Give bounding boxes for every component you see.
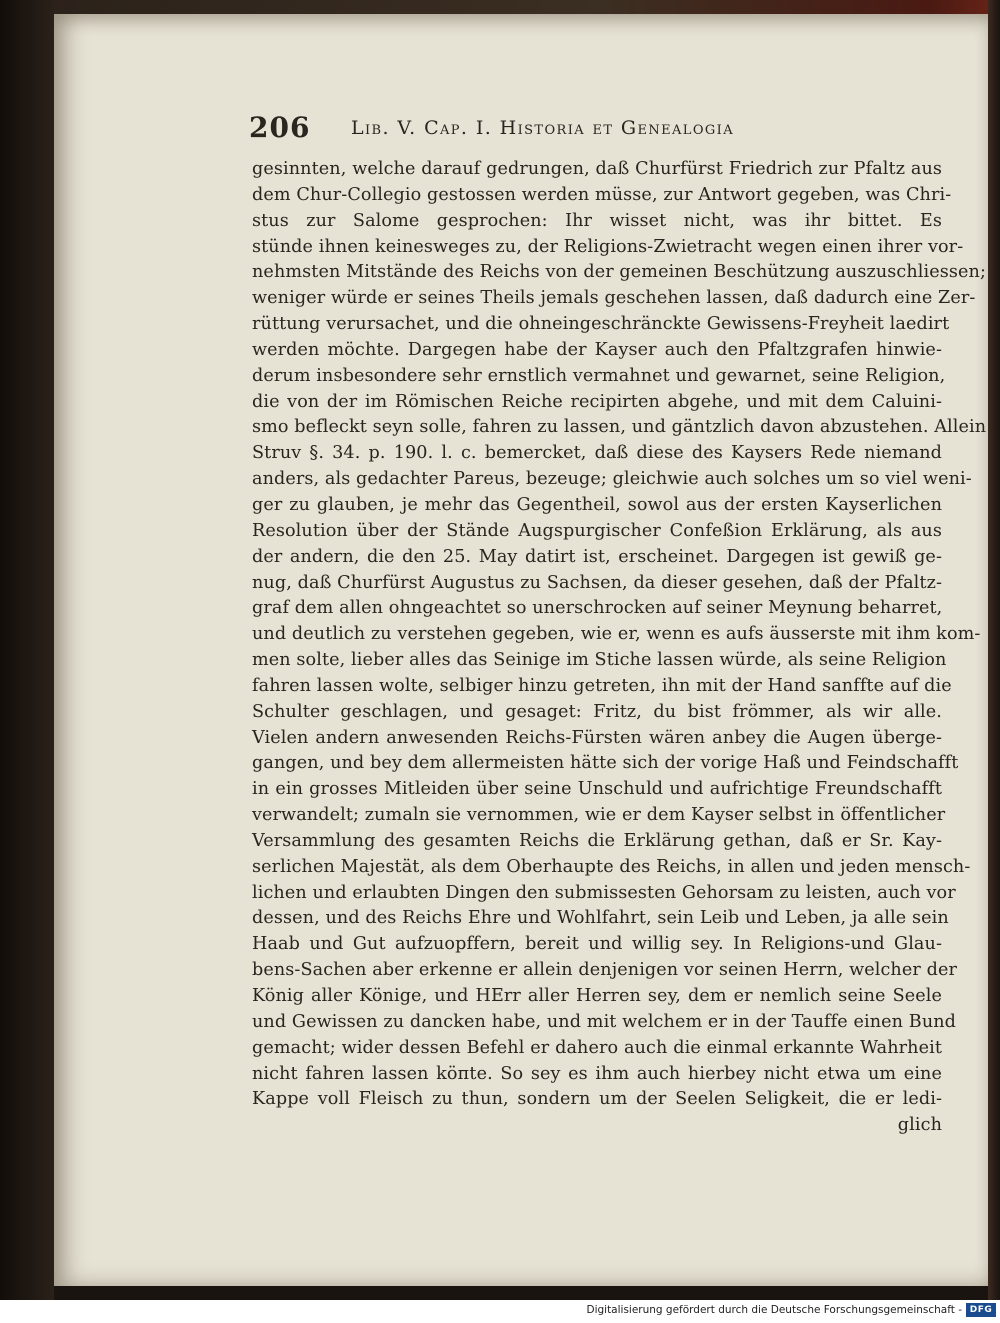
footer-strip	[0, 1300, 1000, 1323]
text-line: gemacht; wider dessen Befehl er dahero auch die einmal erkannte Wahrheit	[252, 1037, 942, 1058]
text-line: Versammlung des gesamten Reichs die Erklärung gethan, daß er Sr. Kay-	[252, 830, 942, 851]
text-line: bens-Sachen aber erkenne er allein denjenigen vor seinen Herrn, welcher der	[252, 960, 957, 981]
text-line: men solte, lieber alles das Seinige im Stiche lassen würde, als seine Religion	[252, 650, 947, 671]
text-line: stus zur Salome gesprochen: Ihr wisset nicht, was ihr bittet. Es	[252, 210, 942, 231]
text-line: Haab und Gut aufzuopffern, bereit und willig sey. In Religions-und Glau-	[252, 934, 942, 955]
text-line: dem Chur-Collegio gestossen werden müsse, zur Antwort gegeben, was Chri-	[252, 184, 952, 205]
text-line: König aller Könige, und HErr aller Herren sey, dem er nemlich seine Seele	[252, 986, 942, 1006]
text-line: in ein grosses Mitleiden über seine Unschuld und aufrichtige Freundschafft	[252, 779, 942, 800]
text-line: werden möchte. Dargegen habe der Kayser auch den Pfaltzgrafen hinwie-	[252, 339, 942, 360]
text-line: und deutlich zu verstehen gegeben, wie er, wenn es aufs äusserste mit ihm kom-	[252, 624, 981, 645]
text-line: lichen und erlaubten Dingen den submissesten Gehorsam zu leisten, auch vor	[252, 882, 956, 903]
scan-right-edge	[988, 0, 1000, 1300]
text-line: nehmsten Mitstände des Reichs von der gemeinen Beschützung auszuschliessen;	[252, 262, 986, 283]
text-line: weniger würde er seines Theils jemals geschehen lassen, daß dadurch eine Zer-	[252, 288, 976, 309]
text-line: stünde ihnen keinesweges zu, der Religions-Zwietracht wegen einen ihrer vor-	[252, 236, 964, 257]
body-text	[252, 157, 987, 1139]
text-line: Schulter geschlagen, und gesaget: Fritz, du bist frömmer, als wir alle.	[252, 701, 942, 722]
text-line: rüttung verursachet, und die ohneingeschränckte Gewissens-Freyheit laedirt	[252, 314, 950, 335]
text-line: Resolution über der Stände Augspurgischer Confeßion Erklärung, als aus	[252, 520, 942, 541]
text-line: nicht fahren lassen köпte. So sey es ihm auch hierbey nicht etwa um eine	[252, 1063, 942, 1084]
running-head: Lib. V. Cap. I. Historia et Genealogia	[351, 117, 735, 139]
text-line: nug, daß Churfürst Augustus zu Sachsen, da dieser gesehen, daß der Pfaltz-	[252, 572, 942, 593]
page-header	[249, 111, 849, 147]
text-line: serlichen Majestät, als dem Oberhaupte des Reichs, in allen und jeden mensch-	[252, 856, 971, 877]
scan-left-edge	[0, 0, 54, 1300]
text-line: Kappe voll Fleisch zu thun, sondern um der Seelen Seligkeit, die er ledi-	[252, 1089, 942, 1110]
text-line: Struv §. 34. p. 190. l. c. bemercket, daß diese des Kaysers Rede niemand	[252, 443, 942, 464]
text-line: dessen, und des Reichs Ehre und Wohlfahrt, sein Leib und Leben, ja alle sein	[252, 908, 949, 929]
text-line: gangen, und bey dem allermeisten hätte sich der vorige Haß und Feindschafft	[252, 753, 959, 774]
catchword: glich	[897, 1115, 942, 1136]
digitization-note: Digitalisierung gefördert durch die Deutsche Forschungsgemeinschaft -	[586, 1304, 962, 1316]
text-line: die von der im Römischen Reiche recipirten abgehe, und mit dem Caluini-	[252, 391, 942, 412]
text-line: graf dem allen ohngeachtet so unerschrocken auf seiner Meynung beharret,	[252, 598, 943, 619]
text-line: Vielen andern anwesenden Reichs-Fürsten wären anbey die Augen überge-	[252, 727, 942, 748]
text-line: fahren lassen wolte, selbiger hinzu getreten, ihn mit der Hand sanffte auf die	[252, 675, 952, 696]
text-line: anders, als gedachter Pareus, bezeuge; gleichwie auch solches um so viel weni-	[252, 469, 972, 490]
text-line: derum insbesondere sehr ernstlich vermahnet und gewarnet, seine Religion,	[252, 365, 946, 386]
scan-top-edge	[0, 0, 1000, 14]
text-line: verwandelt; zumaln sie vernommen, wie er dem Kayser selbst in öffentlicher	[252, 805, 946, 826]
page-number: 206	[249, 111, 311, 144]
text-line: ger zu glauben, je mehr das Gegentheil, sowol aus der ersten Kayserlichen	[252, 494, 942, 515]
text-line: smo befleckt seyn solle, fahren zu lassen, und gäntzlich davon abzustehen. Allein	[252, 417, 987, 438]
dfg-logo: DFG	[966, 1303, 996, 1317]
text-line: der andern, die den 25. May datirt ist, erscheinet. Dargegen ist gewiß ge-	[252, 546, 942, 567]
text-line: und Gewissen zu dancken habe, und mit welchem er in der Tauffe einen Bund	[252, 1011, 957, 1032]
text-line: gesinnten, welche darauf gedrungen, daß Churfürst Friedrich zur Pfaltz aus	[252, 159, 942, 179]
